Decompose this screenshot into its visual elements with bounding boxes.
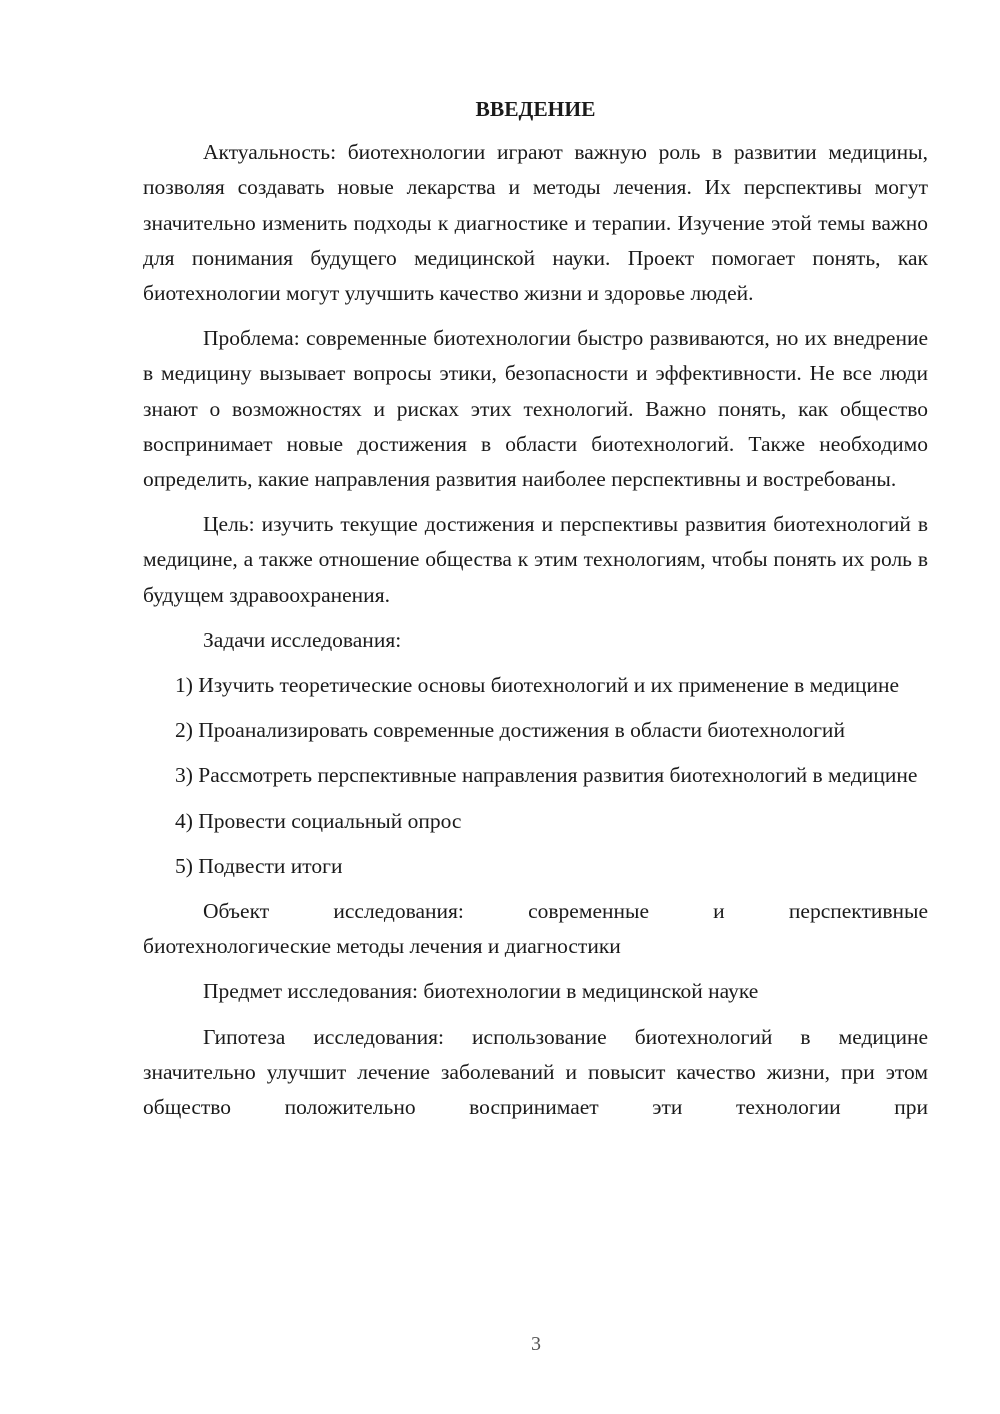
object-line-2: биотехнологические методы лечения и диагностики (143, 934, 621, 959)
object-line-1: Объект исследования: современные и перспективные (203, 899, 928, 924)
problem-paragraph: Проблема: современные биотехнологии быстро развиваются, но их внедрение в медицину вызывает вопросы этики, безопасности и эффективности. Не все люди знают о возможностях и рисках этих технологий. Важно понять, как общество воспринимает новые достижения в области биотехнологий. Также необходимо определить, какие направления развития наиболее перспективны и востребованы. (143, 326, 928, 492)
task-item-2: 2) Проанализировать современные достижения в области биотехнологий (175, 718, 845, 743)
object-paragraph (143, 894, 928, 964)
subject-paragraph: Предмет исследования: биотехнологии в медицинской науке (203, 979, 759, 1004)
relevance-paragraph: Актуальность: биотехнологии играют важную роль в развитии медицины, позволяя создавать новые лекарства и методы лечения. Их перспективы могут значительно изменить подходы к диагностике и терапии. Изучение этой темы важно для понимания будущего медицинской науки. Проект помогает понять, как биотехнологии могут улучшить качество жизни и здоровье людей. (143, 140, 928, 306)
hypothesis-paragraph: Гипотеза исследования: использование биотехнологий в медицине значительно улучшит лечение заболеваний и повысит качество жизни, при этом общество положительно воспринимает эти технологии при (143, 1024, 928, 1120)
task-item-5: 5) Подвести итоги (175, 853, 343, 878)
tasks-heading: Задачи исследования: (203, 627, 402, 652)
goal-paragraph: Цель: изучить текущие достижения и перспективы развития биотехнологий в медицине, а также отношение общества к этим технологиям, чтобы понять их роль в будущем здравоохранения. (143, 512, 928, 607)
page-number: 3 (531, 1333, 541, 1355)
page-title: ВВЕДЕНИЕ (475, 97, 596, 121)
task-item-1: 1) Изучить теоретические основы биотехнологий и их применение в медицине (175, 673, 900, 698)
task-item-3: 3) Рассмотреть перспективные направления развития биотехнологий в медицине (175, 763, 918, 788)
task-item-4: 4) Провести социальный опрос (175, 808, 462, 833)
page-content (143, 92, 928, 1135)
